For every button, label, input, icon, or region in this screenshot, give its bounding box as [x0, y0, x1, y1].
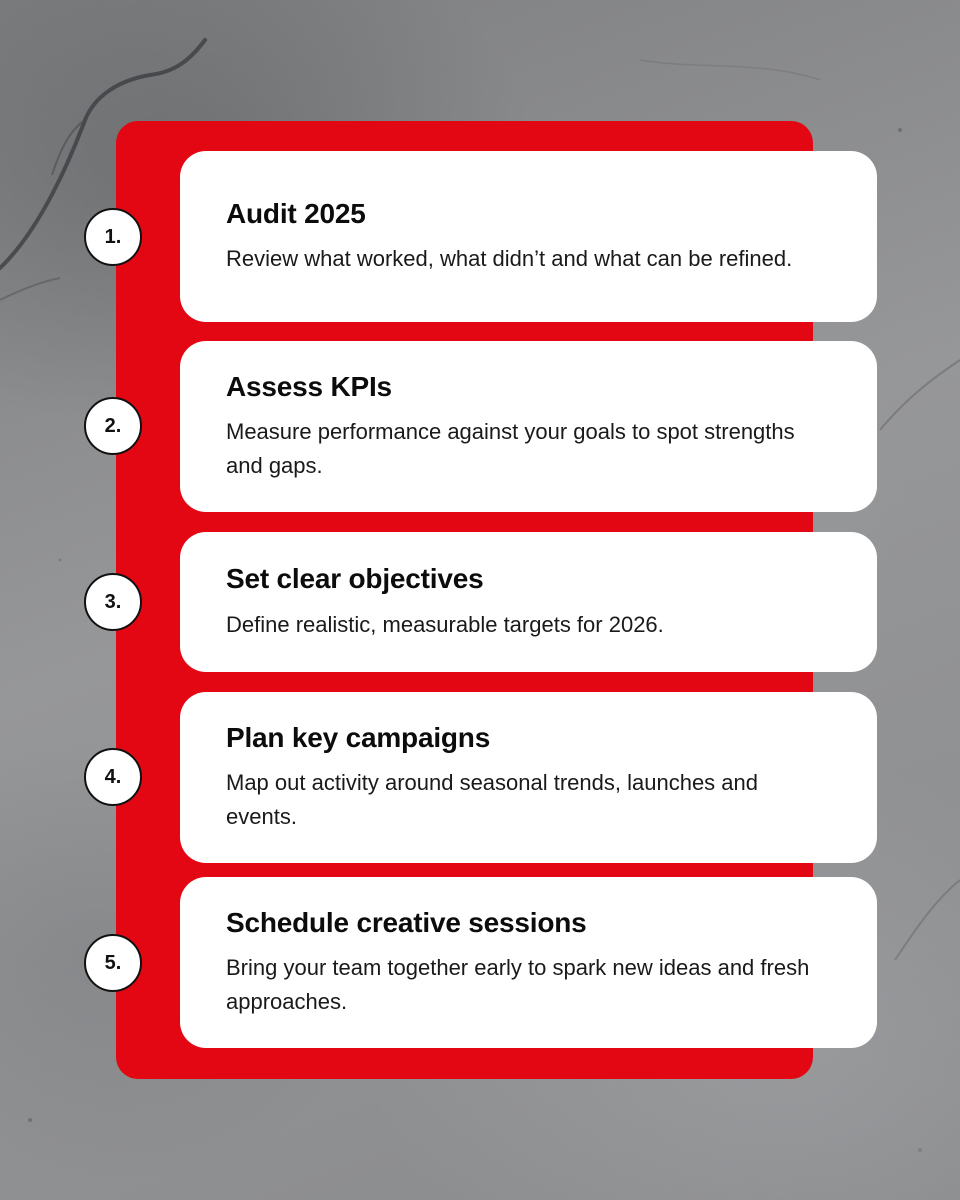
step-title: Plan key campaigns	[226, 721, 491, 753]
step-card-2	[180, 341, 877, 512]
step-description: Map out activity around seasonal trends, launches and events.	[226, 770, 758, 830]
step-card-4	[180, 692, 877, 863]
step-number-badge-3: 3.	[84, 573, 142, 631]
step-number-badge-5: 5.	[84, 934, 142, 992]
step-description: Define realistic, measurable targets for 2026.	[226, 611, 664, 637]
step-title: Audit 2025	[226, 197, 366, 229]
step-card-5	[180, 877, 877, 1048]
step-number-badge-2: 2.	[84, 397, 142, 455]
step-card-3	[180, 532, 877, 672]
step-title: Set clear objectives	[226, 563, 484, 595]
step-number-badge-1: 1.	[84, 208, 142, 266]
step-number-badge-4: 4.	[84, 748, 142, 806]
step-title: Schedule creative sessions	[226, 906, 587, 938]
step-description: Review what worked, what didn’t and what can be refined.	[226, 246, 793, 272]
step-title: Assess KPIs	[226, 370, 392, 402]
step-description: Bring your team together early to spark new ideas and fresh approaches.	[226, 955, 810, 1015]
step-description: Measure performance against your goals to spot strengths and gaps.	[226, 419, 795, 479]
step-card-1	[180, 151, 877, 322]
